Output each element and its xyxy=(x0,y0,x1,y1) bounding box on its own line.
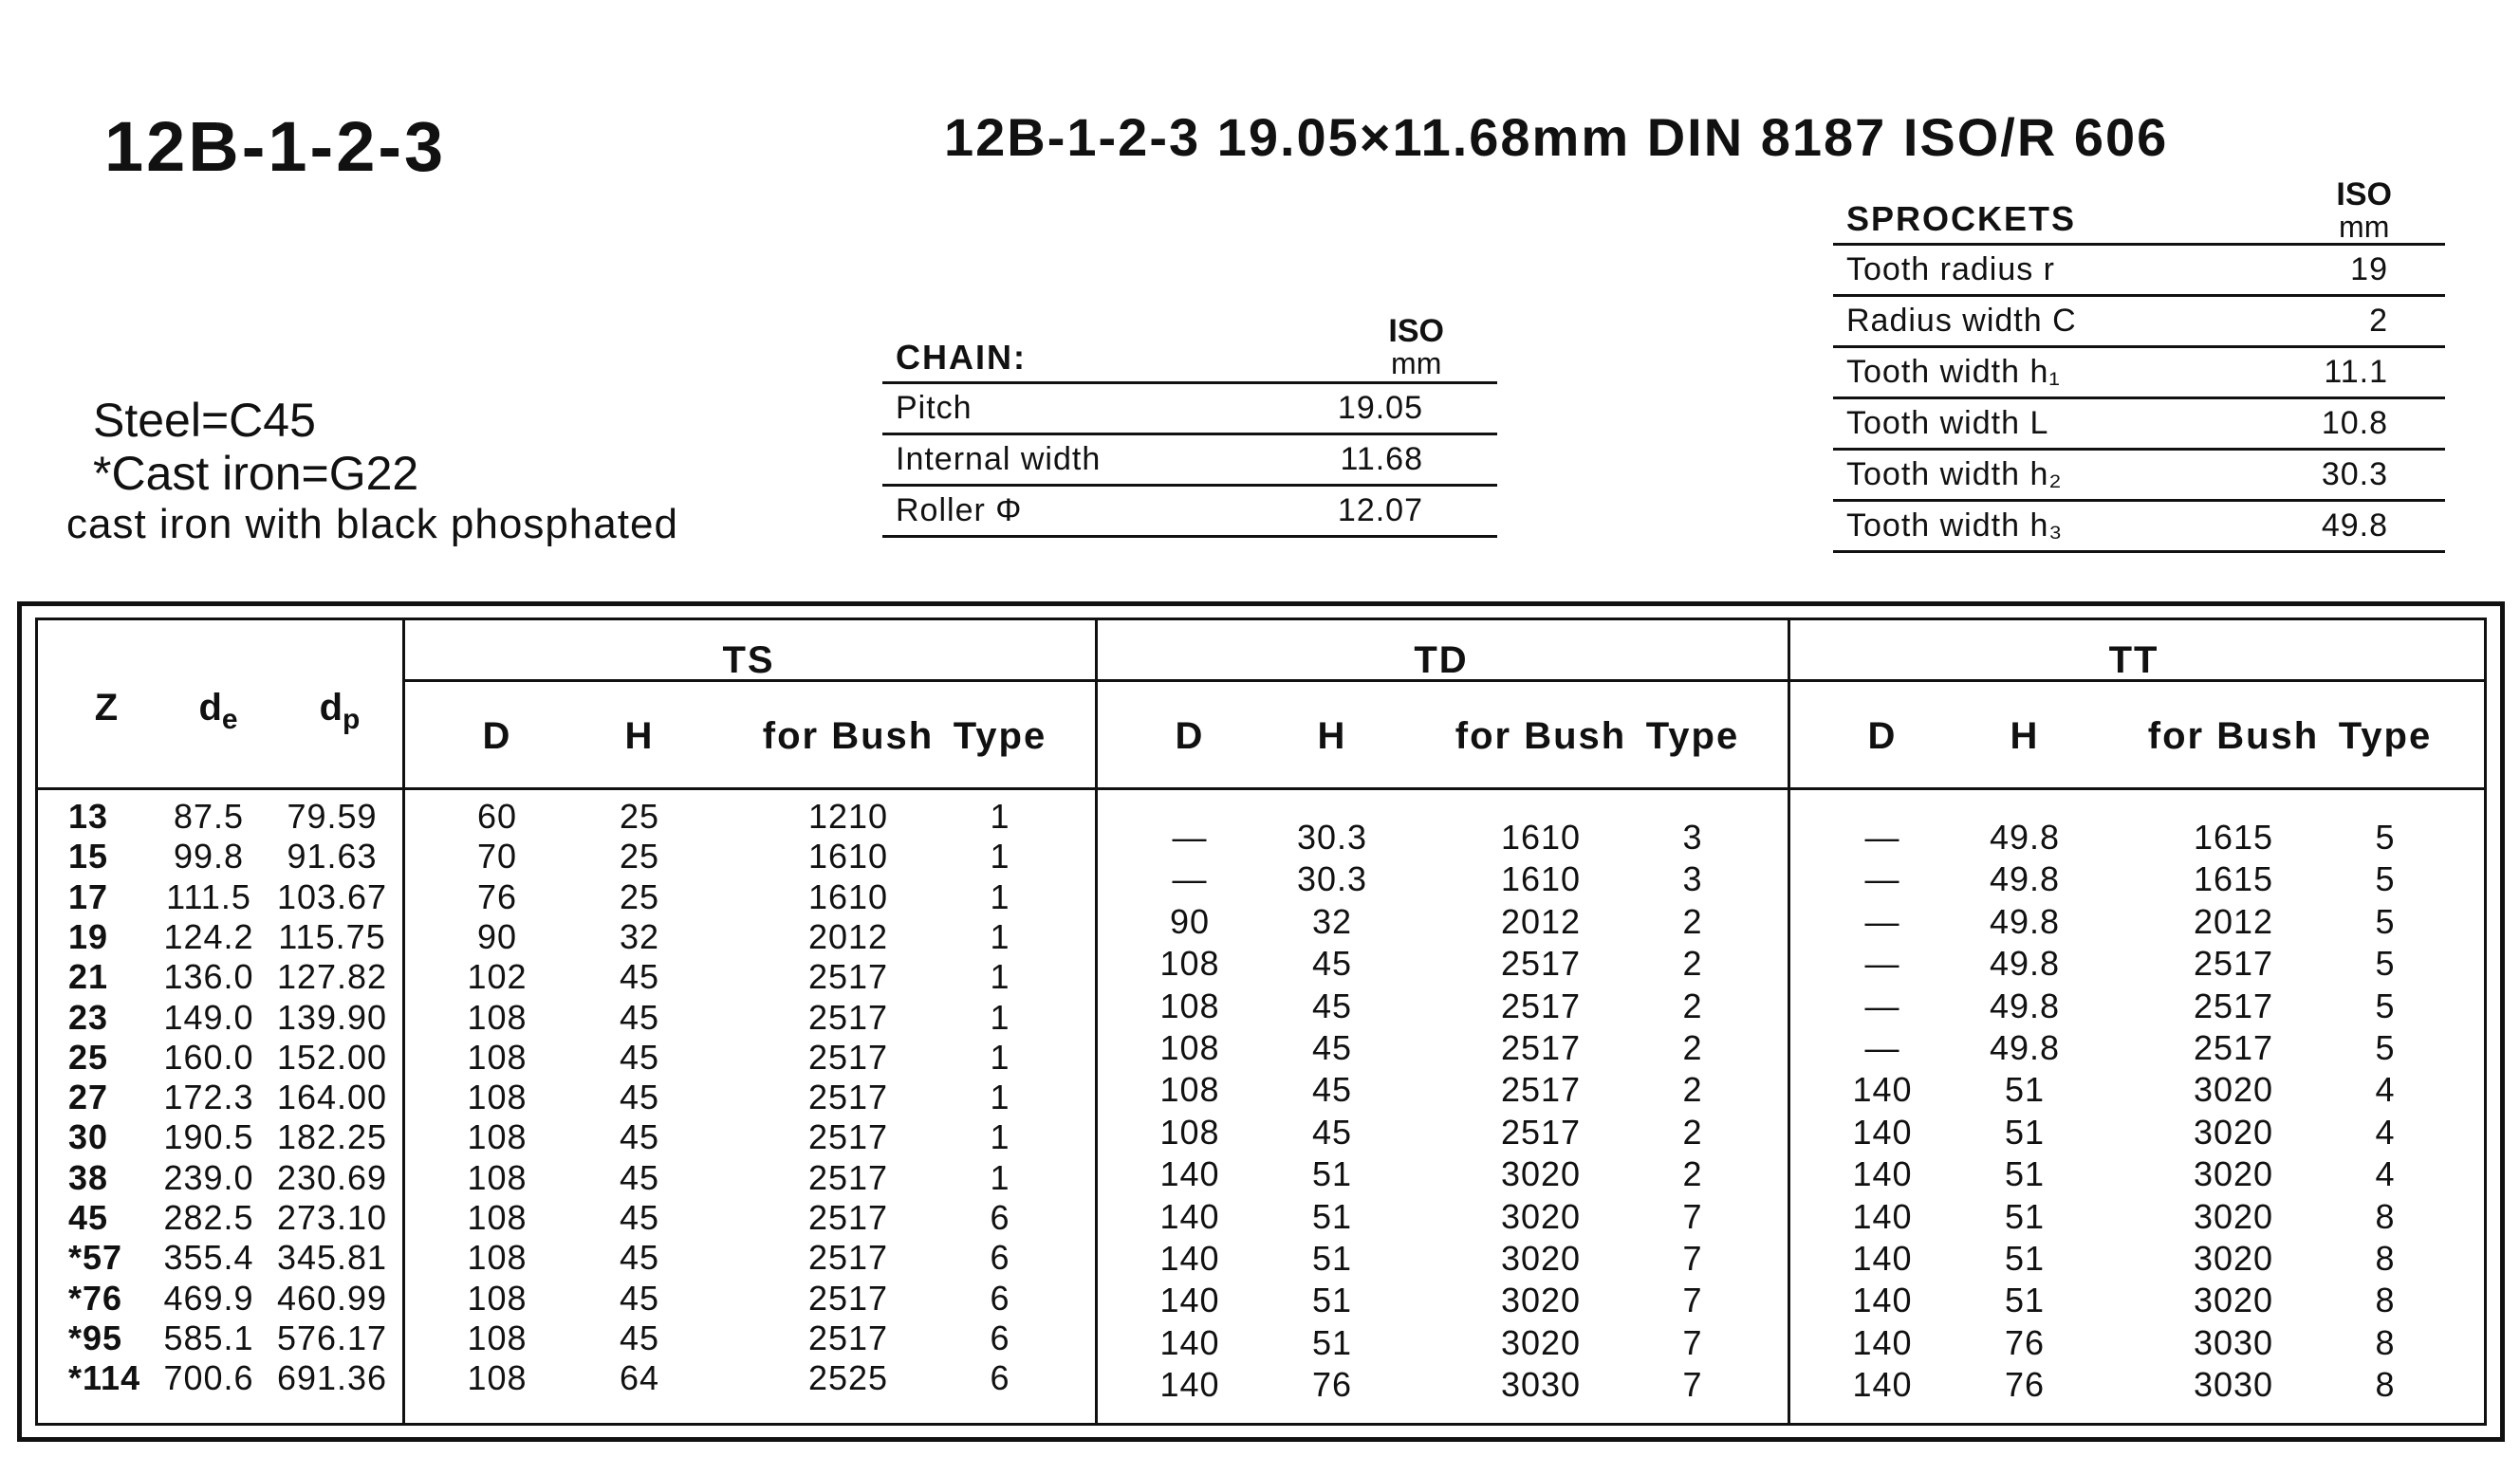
td-for-bush-value: 3020 xyxy=(1500,1154,1582,1194)
tt-d-value: 140 xyxy=(1852,1196,1913,1236)
td-h-value: 30.3 xyxy=(1296,859,1368,899)
tt-for-bush-value: 3020 xyxy=(2193,1070,2274,1110)
de-value: 149.0 xyxy=(163,997,254,1037)
tt-h-value: 51 xyxy=(2004,1281,2046,1320)
td-h-value: 45 xyxy=(1311,1028,1353,1067)
ts-for-bush-value: 2517 xyxy=(807,957,889,997)
td-type-value: 7 xyxy=(1682,1365,1703,1405)
td-h-value: 51 xyxy=(1311,1154,1353,1194)
tt-type-value: 5 xyxy=(2375,1028,2396,1067)
tt-for-bush-value: 1615 xyxy=(2193,859,2274,899)
de-value: 87.5 xyxy=(173,797,245,836)
sprocket-spec-unit xyxy=(2336,178,2392,243)
ts-d-value: 108 xyxy=(467,1037,528,1077)
sprocket-spec-label: Tooth width L xyxy=(1846,405,2049,441)
z-value: 30 xyxy=(68,1117,109,1157)
td-type-value: 2 xyxy=(1682,986,1703,1025)
td-for-bush-value: 1610 xyxy=(1500,859,1582,899)
z-value: 19 xyxy=(68,916,109,956)
tt-h-value: 51 xyxy=(2004,1112,2046,1152)
ts-type-value: 1 xyxy=(990,1157,1010,1197)
sprocket-spec-value: 30.3 xyxy=(2321,456,2388,492)
ts-d-value: 70 xyxy=(476,837,518,876)
z-value: 23 xyxy=(68,997,109,1037)
tt-h-value: 51 xyxy=(2004,1239,2046,1278)
dp-value: 230.69 xyxy=(276,1157,388,1197)
td-h-value: 32 xyxy=(1311,901,1353,941)
tt-for-bush-value: 3020 xyxy=(2193,1154,2274,1194)
ts-type-value: 1 xyxy=(990,957,1010,997)
td-h-value: 30.3 xyxy=(1296,818,1368,857)
sprocket-spec-row xyxy=(1833,399,2445,451)
sprocket-spec-value: 2 xyxy=(2369,303,2388,339)
dp-value: 139.90 xyxy=(276,997,388,1037)
chain-spec-value: 19.05 xyxy=(1337,390,1423,426)
ts-type-value: 6 xyxy=(990,1358,1010,1398)
ts-h-value: 45 xyxy=(619,1318,660,1357)
ts-d-value: 60 xyxy=(476,797,518,836)
de-value: 469.9 xyxy=(163,1278,254,1318)
unit-mm: mm xyxy=(1391,346,1442,380)
column-header-tt-h: H xyxy=(2010,715,2040,757)
td-type-value: 3 xyxy=(1682,818,1703,857)
spec-subtitle: 12B-1-2-3 19.05×11.68mm DIN 8187 ISO/R 606 xyxy=(944,107,2169,167)
td-type-value: 7 xyxy=(1682,1196,1703,1236)
ts-for-bush-value: 2517 xyxy=(807,1037,889,1077)
material-finish-note: cast iron with black phosphated xyxy=(66,501,678,547)
ts-type-value: 6 xyxy=(990,1278,1010,1318)
ts-type-value: 1 xyxy=(990,1078,1010,1117)
td-d-value: 108 xyxy=(1159,1028,1220,1067)
tt-type-value: 8 xyxy=(2375,1322,2396,1362)
sprocket-spec-label: Tooth width h₃ xyxy=(1846,507,2064,544)
z-value: 17 xyxy=(68,876,109,916)
tt-for-bush-value: 3020 xyxy=(2193,1112,2274,1152)
column-header-dp xyxy=(302,687,378,736)
tt-type-value: 4 xyxy=(2375,1154,2396,1194)
td-d-value: 140 xyxy=(1159,1154,1220,1194)
header-divider xyxy=(38,787,2484,790)
chain-spec-label: Internal width xyxy=(896,441,1102,477)
td-type-value: 2 xyxy=(1682,901,1703,941)
dp-value: 460.99 xyxy=(276,1278,388,1318)
tt-d-value: — xyxy=(1864,1028,1900,1067)
ts-type-value: 1 xyxy=(990,837,1010,876)
column-divider xyxy=(1095,620,1098,1423)
tt-d-value: 140 xyxy=(1852,1112,1913,1152)
sprocket-spec-label: Tooth width h₂ xyxy=(1846,456,2063,492)
ts-for-bush-value: 2517 xyxy=(807,1198,889,1237)
chain-spec-row xyxy=(882,487,1497,538)
dp-value: 127.82 xyxy=(276,957,388,997)
ts-h-value: 45 xyxy=(619,1278,660,1318)
td-d-value: 140 xyxy=(1159,1239,1220,1278)
chain-spec-rows xyxy=(882,384,1497,538)
tt-d-value: — xyxy=(1864,986,1900,1025)
sprocket-spec-value: 10.8 xyxy=(2321,405,2388,441)
tt-for-bush-value: 2517 xyxy=(2193,986,2274,1025)
chain-spec-table xyxy=(882,311,1497,538)
dp-value: 103.67 xyxy=(276,876,388,916)
chain-spec-label: Roller Φ xyxy=(896,492,1023,528)
td-h-value: 45 xyxy=(1311,1112,1353,1152)
dp-value: 79.59 xyxy=(287,797,378,836)
tt-d-value: — xyxy=(1864,859,1900,899)
ts-h-value: 25 xyxy=(619,797,660,836)
column-header-tt-type: Type xyxy=(2338,715,2433,757)
sprocket-spec-row xyxy=(1833,297,2445,348)
ts-d-value: 76 xyxy=(476,876,518,916)
td-type-value: 7 xyxy=(1682,1239,1703,1278)
column-header-tt-for-bush: for Bush xyxy=(2147,715,2320,757)
ts-h-value: 64 xyxy=(619,1358,660,1398)
chain-spec-row xyxy=(882,384,1497,435)
td-for-bush-value: 1610 xyxy=(1500,818,1582,857)
ts-for-bush-value: 2012 xyxy=(807,916,889,956)
column-header-ts-h: H xyxy=(624,715,655,757)
ts-for-bush-value: 2517 xyxy=(807,1278,889,1318)
chain-spec-value: 11.68 xyxy=(1340,441,1423,477)
ts-for-bush-value: 1210 xyxy=(807,797,889,836)
dp-value: 164.00 xyxy=(276,1078,388,1117)
z-value: 38 xyxy=(68,1157,109,1197)
column-header-z: Z xyxy=(94,687,119,728)
sprocket-spec-header xyxy=(1833,171,2445,246)
tt-for-bush-value: 3020 xyxy=(2193,1281,2274,1320)
ts-d-value: 108 xyxy=(467,1157,528,1197)
ts-h-value: 45 xyxy=(619,1117,660,1157)
tt-type-value: 5 xyxy=(2375,818,2396,857)
ts-type-value: 1 xyxy=(990,1037,1010,1077)
column-header-de xyxy=(180,687,256,736)
ts-h-value: 45 xyxy=(619,1238,660,1278)
tt-d-value: — xyxy=(1864,818,1900,857)
ts-h-value: 45 xyxy=(619,997,660,1037)
ts-d-value: 90 xyxy=(476,916,518,956)
td-h-value: 45 xyxy=(1311,986,1353,1025)
column-divider xyxy=(1788,620,1790,1423)
ts-type-value: 1 xyxy=(990,1117,1010,1157)
ts-d-value: 108 xyxy=(467,1318,528,1357)
ts-for-bush-value: 2525 xyxy=(807,1358,889,1398)
td-d-value: 108 xyxy=(1159,1112,1220,1152)
tt-d-value: — xyxy=(1864,901,1900,941)
ts-h-value: 45 xyxy=(619,1198,660,1237)
tt-d-value: 140 xyxy=(1852,1322,1913,1362)
z-value: *57 xyxy=(68,1238,123,1278)
td-for-bush-value: 3020 xyxy=(1500,1281,1582,1320)
tt-type-value: 5 xyxy=(2375,944,2396,984)
tt-type-value: 4 xyxy=(2375,1112,2396,1152)
sprocket-spec-value: 11.1 xyxy=(2324,354,2388,390)
tt-d-value: 140 xyxy=(1852,1365,1913,1405)
tt-for-bush-value: 3030 xyxy=(2193,1322,2274,1362)
sprocket-spec-label: Tooth width h₁ xyxy=(1846,354,2061,390)
tt-h-value: 76 xyxy=(2004,1365,2046,1405)
tt-d-value: 140 xyxy=(1852,1154,1913,1194)
ts-for-bush-value: 2517 xyxy=(807,1238,889,1278)
ts-for-bush-value: 1610 xyxy=(807,837,889,876)
tt-h-value: 49.8 xyxy=(1989,901,2061,941)
tt-h-value: 49.8 xyxy=(1989,859,2061,899)
td-type-value: 2 xyxy=(1682,1028,1703,1067)
chain-spec-row xyxy=(882,435,1497,487)
material-cast-iron: *Cast iron=G22 xyxy=(93,447,419,500)
group-header-ts: TS xyxy=(722,639,775,681)
dp-value: 115.75 xyxy=(278,916,386,956)
td-for-bush-value: 3020 xyxy=(1500,1196,1582,1236)
td-h-value: 45 xyxy=(1311,944,1353,984)
de-value: 700.6 xyxy=(163,1358,254,1398)
z-value: *114 xyxy=(68,1358,141,1398)
de-value: 124.2 xyxy=(163,916,254,956)
ts-h-value: 45 xyxy=(619,957,660,997)
td-d-value: 108 xyxy=(1159,986,1220,1025)
td-d-value: 140 xyxy=(1159,1322,1220,1362)
tt-for-bush-value: 2517 xyxy=(2193,944,2274,984)
ts-h-value: 25 xyxy=(619,837,660,876)
dimension-table-body xyxy=(35,618,2487,1426)
tt-type-value: 5 xyxy=(2375,901,2396,941)
tt-type-value: 8 xyxy=(2375,1239,2396,1278)
tt-h-value: 51 xyxy=(2004,1154,2046,1194)
tt-for-bush-value: 3020 xyxy=(2193,1239,2274,1278)
column-header-dp-base: d xyxy=(319,687,343,728)
chain-spec-header xyxy=(882,311,1497,384)
page-title: 12B-1-2-3 xyxy=(104,107,447,186)
sprocket-spec-row xyxy=(1833,348,2445,399)
unit-iso: ISO xyxy=(2336,176,2392,212)
td-type-value: 2 xyxy=(1682,1154,1703,1194)
ts-d-value: 108 xyxy=(467,1358,528,1398)
column-header-dp-sub: p xyxy=(343,704,361,735)
td-d-value: 108 xyxy=(1159,1070,1220,1110)
dp-value: 576.17 xyxy=(276,1318,388,1357)
ts-for-bush-value: 2517 xyxy=(807,997,889,1037)
sprocket-spec-table xyxy=(1833,171,2445,553)
ts-type-value: 1 xyxy=(990,876,1010,916)
ts-for-bush-value: 2517 xyxy=(807,1078,889,1117)
tt-h-value: 49.8 xyxy=(1989,986,2061,1025)
td-d-value: 140 xyxy=(1159,1281,1220,1320)
ts-d-value: 108 xyxy=(467,997,528,1037)
td-type-value: 3 xyxy=(1682,859,1703,899)
td-d-value: 140 xyxy=(1159,1365,1220,1405)
td-for-bush-value: 2517 xyxy=(1500,986,1582,1025)
td-type-value: 2 xyxy=(1682,944,1703,984)
column-header-tt-d: D xyxy=(1867,715,1898,757)
td-type-value: 7 xyxy=(1682,1281,1703,1320)
tt-d-value: — xyxy=(1864,944,1900,984)
sprocket-spec-label: Tooth radius r xyxy=(1846,251,2055,287)
td-for-bush-value: 2012 xyxy=(1500,901,1582,941)
sprocket-spec-value: 49.8 xyxy=(2321,507,2388,544)
z-value: 21 xyxy=(68,957,109,997)
unit-iso: ISO xyxy=(1388,313,1444,349)
td-h-value: 51 xyxy=(1311,1281,1353,1320)
column-header-td-for-bush: for Bush xyxy=(1455,715,1627,757)
td-type-value: 2 xyxy=(1682,1070,1703,1110)
td-h-value: 45 xyxy=(1311,1070,1353,1110)
tt-h-value: 49.8 xyxy=(1989,818,2061,857)
ts-for-bush-value: 2517 xyxy=(807,1318,889,1357)
ts-d-value: 108 xyxy=(467,1078,528,1117)
unit-mm: mm xyxy=(2339,210,2390,244)
sprocket-spec-rows xyxy=(1833,246,2445,553)
de-value: 190.5 xyxy=(163,1117,254,1157)
material-steel: Steel=C45 xyxy=(93,394,316,447)
ts-type-value: 6 xyxy=(990,1238,1010,1278)
z-value: 15 xyxy=(68,837,109,876)
td-for-bush-value: 2517 xyxy=(1500,1112,1582,1152)
tt-type-value: 5 xyxy=(2375,859,2396,899)
tt-h-value: 76 xyxy=(2004,1322,2046,1362)
ts-type-value: 6 xyxy=(990,1198,1010,1237)
td-for-bush-value: 3020 xyxy=(1500,1322,1582,1362)
z-value: *76 xyxy=(68,1278,123,1318)
tt-d-value: 140 xyxy=(1852,1070,1913,1110)
ts-d-value: 108 xyxy=(467,1198,528,1237)
tt-h-value: 51 xyxy=(2004,1070,2046,1110)
dp-value: 691.36 xyxy=(276,1358,388,1398)
td-d-value: 140 xyxy=(1159,1196,1220,1236)
tt-type-value: 4 xyxy=(2375,1070,2396,1110)
ts-h-value: 32 xyxy=(619,916,660,956)
td-h-value: 76 xyxy=(1311,1365,1353,1405)
sprocket-spec-row xyxy=(1833,451,2445,502)
ts-type-value: 1 xyxy=(990,916,1010,956)
sprocket-spec-value: 19 xyxy=(2350,251,2388,287)
ts-d-value: 108 xyxy=(467,1238,528,1278)
tt-for-bush-value: 3030 xyxy=(2193,1365,2274,1405)
tt-for-bush-value: 1615 xyxy=(2193,818,2274,857)
td-d-value: 90 xyxy=(1169,901,1211,941)
td-d-value: 108 xyxy=(1159,944,1220,984)
ts-d-value: 108 xyxy=(467,1278,528,1318)
column-header-de-sub: e xyxy=(221,704,238,735)
td-for-bush-value: 2517 xyxy=(1500,1028,1582,1067)
z-value: 27 xyxy=(68,1078,109,1117)
column-divider xyxy=(402,620,405,1423)
ts-d-value: 108 xyxy=(467,1117,528,1157)
de-value: 355.4 xyxy=(163,1238,254,1278)
td-type-value: 2 xyxy=(1682,1112,1703,1152)
tt-type-value: 8 xyxy=(2375,1365,2396,1405)
z-value: 45 xyxy=(68,1198,109,1237)
de-value: 282.5 xyxy=(163,1198,254,1237)
column-header-td-type: Type xyxy=(1645,715,1740,757)
tt-type-value: 5 xyxy=(2375,986,2396,1025)
td-h-value: 51 xyxy=(1311,1239,1353,1278)
ts-for-bush-value: 1610 xyxy=(807,876,889,916)
ts-h-value: 45 xyxy=(619,1037,660,1077)
td-for-bush-value: 3020 xyxy=(1500,1239,1582,1278)
td-for-bush-value: 3030 xyxy=(1500,1365,1582,1405)
ts-type-value: 1 xyxy=(990,997,1010,1037)
ts-type-value: 1 xyxy=(990,797,1010,836)
tt-h-value: 49.8 xyxy=(1989,944,2061,984)
dp-value: 91.63 xyxy=(287,837,378,876)
dp-value: 345.81 xyxy=(276,1238,388,1278)
td-h-value: 51 xyxy=(1311,1322,1353,1362)
ts-h-value: 45 xyxy=(619,1157,660,1197)
column-header-td-d: D xyxy=(1175,715,1205,757)
column-header-de-base: d xyxy=(198,687,222,728)
de-value: 585.1 xyxy=(163,1318,254,1357)
dp-value: 182.25 xyxy=(276,1117,388,1157)
sprocket-spec-row xyxy=(1833,246,2445,297)
ts-type-value: 6 xyxy=(990,1318,1010,1357)
de-value: 111.5 xyxy=(166,876,251,916)
sprocket-spec-row xyxy=(1833,502,2445,553)
group-header-tt: TT xyxy=(2108,639,2159,681)
z-value: *95 xyxy=(68,1318,123,1357)
column-header-ts-d: D xyxy=(482,715,512,757)
chain-spec-unit xyxy=(1388,315,1444,379)
tt-d-value: 140 xyxy=(1852,1239,1913,1278)
tt-for-bush-value: 2517 xyxy=(2193,1028,2274,1067)
de-value: 99.8 xyxy=(173,837,245,876)
chain-spec-title: CHAIN: xyxy=(896,338,1027,377)
de-value: 172.3 xyxy=(163,1078,254,1117)
de-value: 136.0 xyxy=(163,957,254,997)
tt-h-value: 51 xyxy=(2004,1196,2046,1236)
td-for-bush-value: 2517 xyxy=(1500,1070,1582,1110)
td-d-value: — xyxy=(1172,818,1208,857)
column-header-td-h: H xyxy=(1317,715,1347,757)
ts-d-value: 102 xyxy=(467,957,528,997)
td-d-value: — xyxy=(1172,859,1208,899)
ts-h-value: 45 xyxy=(619,1078,660,1117)
chain-spec-label: Pitch xyxy=(896,390,973,426)
ts-for-bush-value: 2517 xyxy=(807,1117,889,1157)
tt-for-bush-value: 3020 xyxy=(2193,1196,2274,1236)
tt-h-value: 49.8 xyxy=(1989,1028,2061,1067)
column-header-ts-type: Type xyxy=(953,715,1047,757)
chain-spec-value: 12.07 xyxy=(1337,492,1423,528)
td-for-bush-value: 2517 xyxy=(1500,944,1582,984)
tt-type-value: 8 xyxy=(2375,1281,2396,1320)
column-header-ts-for-bush: for Bush xyxy=(762,715,935,757)
dp-value: 152.00 xyxy=(276,1037,388,1077)
z-value: 25 xyxy=(68,1037,109,1077)
group-header-td: TD xyxy=(1414,639,1469,681)
sprocket-dimension-table xyxy=(17,601,2505,1442)
td-h-value: 51 xyxy=(1311,1196,1353,1236)
z-value: 13 xyxy=(68,797,109,836)
ts-for-bush-value: 2517 xyxy=(807,1157,889,1197)
dp-value: 273.10 xyxy=(276,1198,388,1237)
tt-type-value: 8 xyxy=(2375,1196,2396,1236)
tt-for-bush-value: 2012 xyxy=(2193,901,2274,941)
tt-d-value: 140 xyxy=(1852,1281,1913,1320)
de-value: 239.0 xyxy=(163,1157,254,1197)
sprocket-spec-title: SPROCKETS xyxy=(1846,199,2077,238)
ts-h-value: 25 xyxy=(619,876,660,916)
sprocket-spec-label: Radius width C xyxy=(1846,303,2077,339)
de-value: 160.0 xyxy=(163,1037,254,1077)
td-type-value: 7 xyxy=(1682,1322,1703,1362)
